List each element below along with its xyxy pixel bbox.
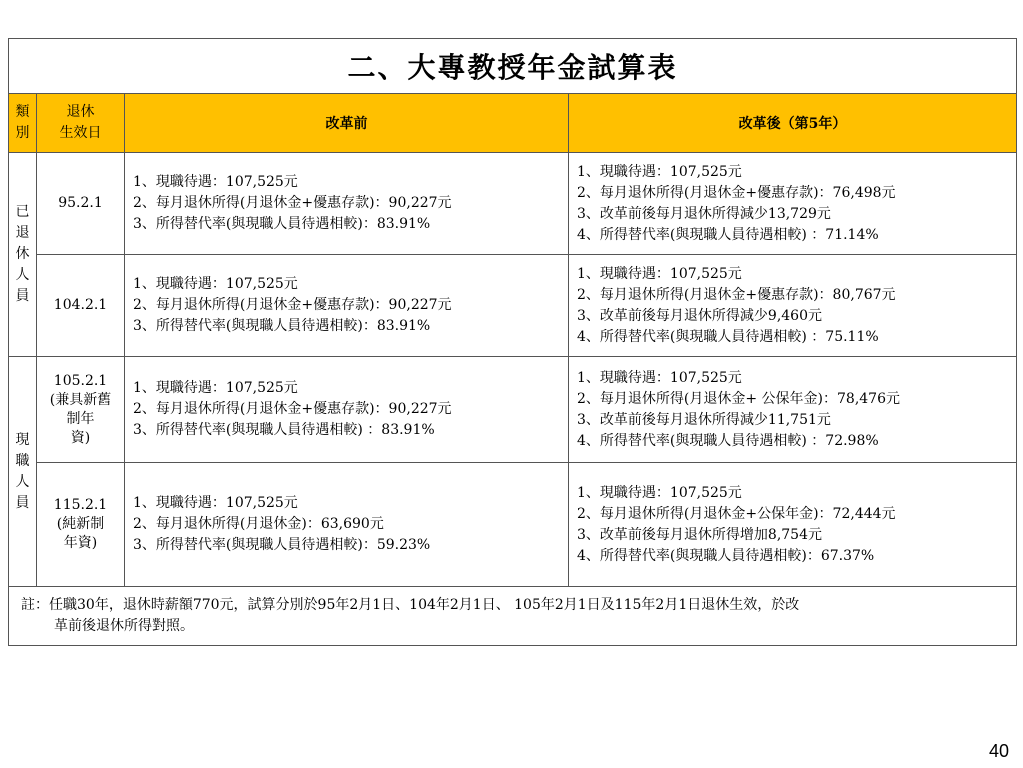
list-item: 1、現職待遇：107,525元 <box>577 265 742 282</box>
row-date: 95.2.1 <box>37 153 125 255</box>
group-active: 現 職 人 員 <box>9 357 37 587</box>
row-after <box>569 463 1017 587</box>
list-item: 1、現職待遇：107,525元 <box>577 163 742 180</box>
header-effective-date: 退休 生效日 <box>37 94 125 153</box>
list-item: 1、現職待遇：107,525元 <box>133 276 298 292</box>
footnote-line-2: 革前後退休所得對照。 <box>54 618 194 634</box>
list-item: 1、現職待遇：107,525元 <box>133 174 298 190</box>
row-date: 115.2.1 (純新制 年資) <box>37 463 125 587</box>
list-item: 3、所得替代率(與現職人員待遇相較) ：83.91% <box>133 422 435 438</box>
row-date: 105.2.1 (兼具新舊 制年 資) <box>37 357 125 463</box>
row-after <box>569 255 1017 357</box>
list-item: 1、現職待遇：107,525元 <box>133 380 298 396</box>
list-item: 3、改革前後每月退休所得減少11,751元 <box>577 411 831 428</box>
pension-table <box>8 38 1017 646</box>
group-retired: 已 退 休 人 員 <box>9 153 37 357</box>
list-item: 2、每月退休所得(月退休金+ 公保年金)：78,476元 <box>577 390 900 407</box>
list-item: 3、改革前後每月退休所得減少13,729元 <box>577 205 831 222</box>
list-item: 2、每月退休所得(月退休金+優惠存款)：90,227元 <box>133 195 452 211</box>
list-item: 1、現職待遇：107,525元 <box>577 484 742 501</box>
row-before <box>125 357 569 463</box>
list-item: 2、每月退休所得(月退休金+優惠存款)：76,498元 <box>577 184 896 201</box>
row-after <box>569 153 1017 255</box>
row-before <box>125 255 569 357</box>
header-after: 改革後（第5年） <box>569 94 1017 153</box>
header-category: 類 別 <box>9 94 37 153</box>
row-after <box>569 357 1017 463</box>
footnote <box>9 587 1017 646</box>
footnote-line-1: 註：任職30年，退休時薪額770元，試算分別於95年2月1日、104年2月1日、 105年2月1日及115年2月1日退休生效，於改 <box>21 597 800 613</box>
list-item: 4、所得替代率(與現職人員待遇相較) ：75.11% <box>577 328 879 345</box>
list-item: 3、所得替代率(與現職人員待遇相較)：83.91% <box>133 318 431 334</box>
list-item: 2、每月退休所得(月退休金+優惠存款)：90,227元 <box>133 401 452 417</box>
page-number: 40 <box>988 741 1009 761</box>
row-before <box>125 153 569 255</box>
list-item: 4、所得替代率(與現職人員待遇相較) ：71.14% <box>577 226 879 243</box>
list-item: 1、現職待遇：107,525元 <box>577 369 742 386</box>
table-title: 二、大專教授年金試算表 <box>9 39 1017 94</box>
list-item: 3、改革前後每月退休所得減少9,460元 <box>577 307 822 324</box>
list-item: 3、所得替代率(與現職人員待遇相較)：83.91% <box>133 216 431 232</box>
list-item: 2、每月退休所得(月退休金+優惠存款)：90,227元 <box>133 297 452 313</box>
list-item: 3、改革前後每月退休所得增加8,754元 <box>577 526 822 543</box>
row-before <box>125 463 569 587</box>
list-item: 4、所得替代率(與現職人員待遇相較)：67.37% <box>577 547 875 564</box>
list-item: 2、每月退休所得(月退休金+公保年金)：72,444元 <box>577 505 896 522</box>
row-date: 104.2.1 <box>37 255 125 357</box>
list-item: 3、所得替代率(與現職人員待遇相較)：59.23% <box>133 537 431 553</box>
header-before: 改革前 <box>125 94 569 153</box>
list-item: 4、所得替代率(與現職人員待遇相較) ：72.98% <box>577 432 879 449</box>
list-item: 2、每月退休所得(月退休金)：63,690元 <box>133 516 384 532</box>
list-item: 2、每月退休所得(月退休金+優惠存款)：80,767元 <box>577 286 896 303</box>
list-item: 1、現職待遇：107,525元 <box>133 495 298 511</box>
